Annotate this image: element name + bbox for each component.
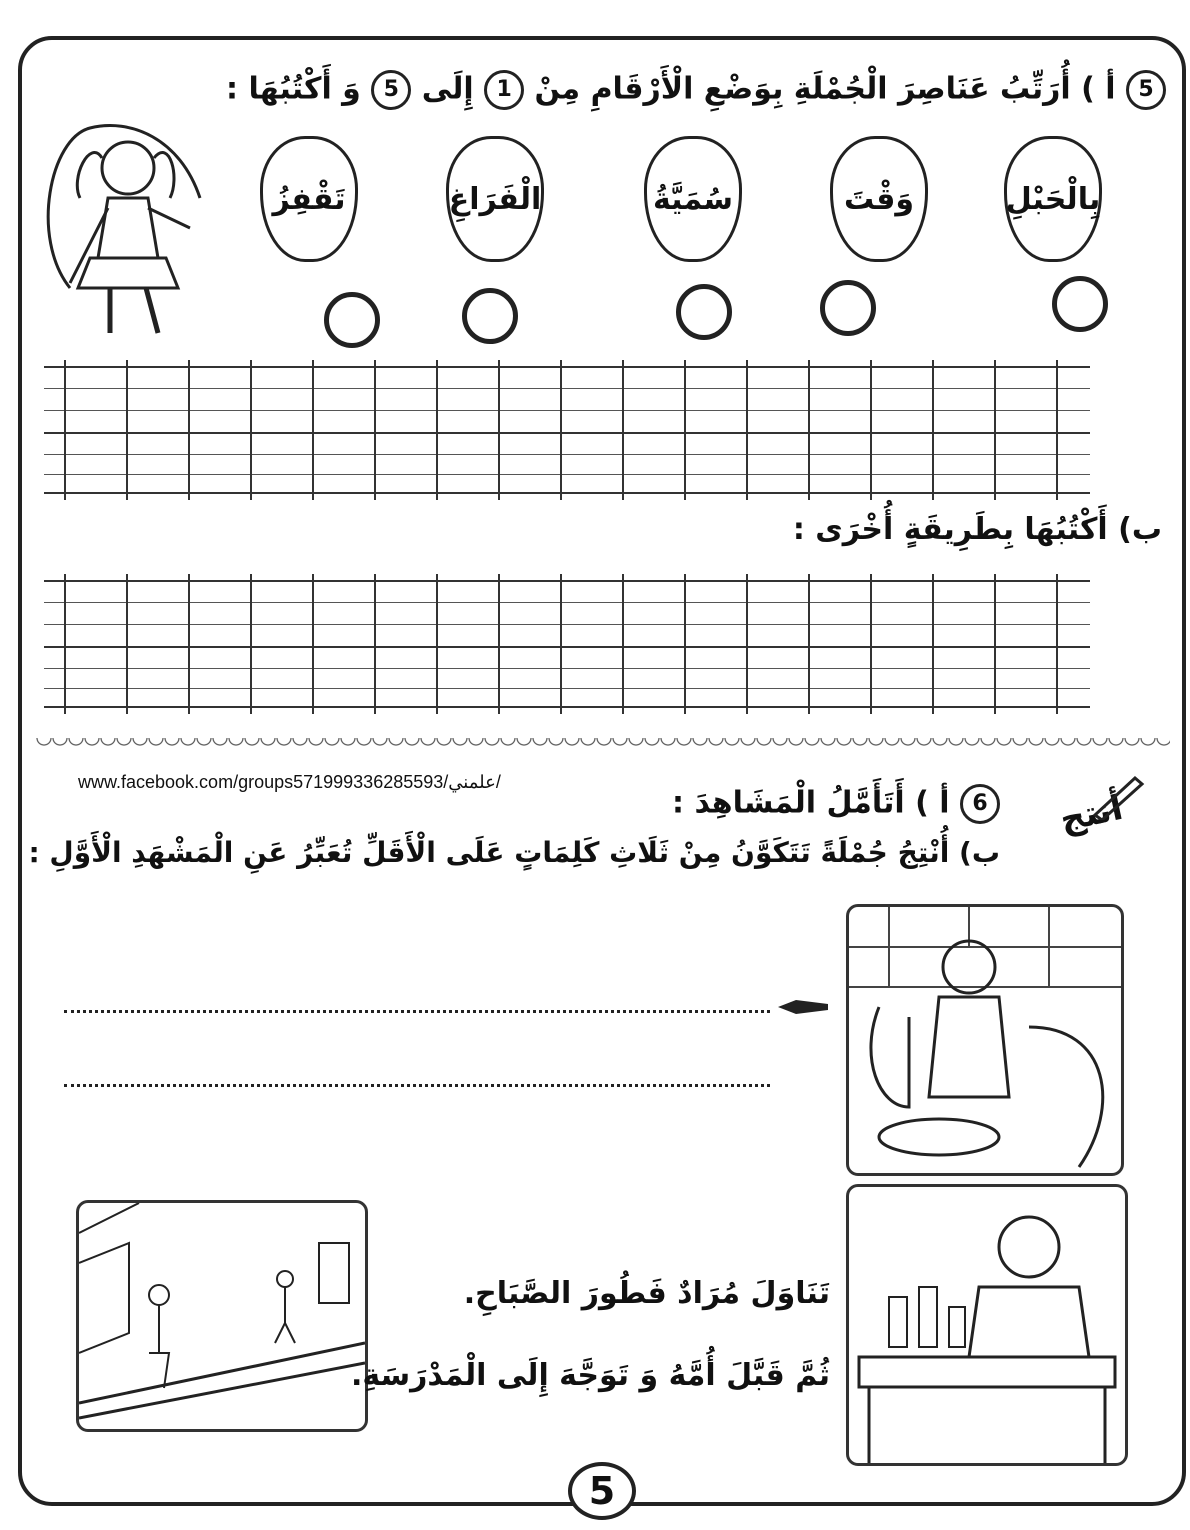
scene-1-boy-brushing-teeth [846,904,1124,1176]
order-circle-4[interactable] [462,288,518,344]
scene-2-illustration [849,1187,1125,1463]
exercise-6-part-a [672,784,1000,824]
page-number-badge: 5 [568,1462,636,1520]
exercise-5-title [226,70,1166,110]
order-circle-2[interactable] [820,280,876,336]
exercise-6-part-a-text: أ ) أَتَأَمَّلُ الْمَشَاهِدَ : [672,785,950,821]
scene-3-walking-to-school [76,1200,368,1432]
part-a-prefix: أ ) [1081,71,1116,107]
from-number-badge: 1 [484,70,524,110]
word-4: الْفَرَاغِ [448,181,542,217]
to-number-badge: 5 [371,70,411,110]
exercise-5-part-b: ب) أَكْتُبُهَا بِطَرِيقَةٍ أُخْرَى : [792,512,1162,547]
answer-line-2[interactable] [64,1084,770,1087]
produce-badge: أنتج [1056,787,1127,841]
pencil-icon [1090,770,1150,820]
scene-1-illustration [849,907,1121,1173]
girl-jumping-rope-illustration [30,118,210,358]
word-bubble-5 [260,136,358,262]
word-bubble-3 [644,136,742,262]
wavy-divider [36,738,1170,752]
word-bubble-2 [830,136,928,262]
word-2: وَقْتَ [843,181,915,217]
scene-2-boy-eating-breakfast [846,1184,1128,1466]
order-circle-1[interactable] [1052,276,1108,332]
word-1: بِالْحَبْلِ [1005,181,1101,217]
pen-pointer-icon [776,992,830,1022]
writing-grid-b[interactable] [44,580,1090,708]
answer-line-1[interactable] [64,1010,770,1013]
story-line-2: ثُمَّ قَبَّلَ أُمَّهُ وَ تَوَجَّهَ إِلَى الْمَدْرَسَةِ. [351,1358,830,1393]
order-circle-5[interactable] [324,292,380,348]
exercise-6-number-badge: 6 [960,784,1000,824]
story-line-1: تَنَاوَلَ مُرَادٌ فَطُورَ الصَّبَاحِ. [463,1276,830,1311]
word-5: تَقْفِزُ [272,181,346,217]
exercise-number-badge: 5 [1126,70,1166,110]
word-bubble-1 [1004,136,1102,262]
word-3: سُمَيَّةُ [652,181,734,217]
word-bubble-4 [446,136,544,262]
order-circle-3[interactable] [676,284,732,340]
watermark-link[interactable]: www.facebook.com/groups571999336285593/علمني/ [78,772,501,792]
instruction-text: أُرَتِّبُ عَنَاصِرَ الْجُمْلَةِ بِوَضْعِ الْأَرْقَامِ مِنْ [534,71,1071,107]
writing-grid-a[interactable] [44,366,1090,494]
to-word: إِلَى [421,71,474,107]
exercise-6-part-b: ب) أُنْتِجُ جُمْلَةً تَتَكَوَّنُ مِنْ ثَلَاثِ كَلِمَاتٍ عَلَى الْأَقَلِّ تُعَبِّرُ عَنِ الْمَشْهَدِ الْأَوَّلِ : [28,836,1000,869]
scene-3-illustration [79,1203,365,1429]
instruction-end: وَ أَكْتُبُهَا : [226,71,361,107]
